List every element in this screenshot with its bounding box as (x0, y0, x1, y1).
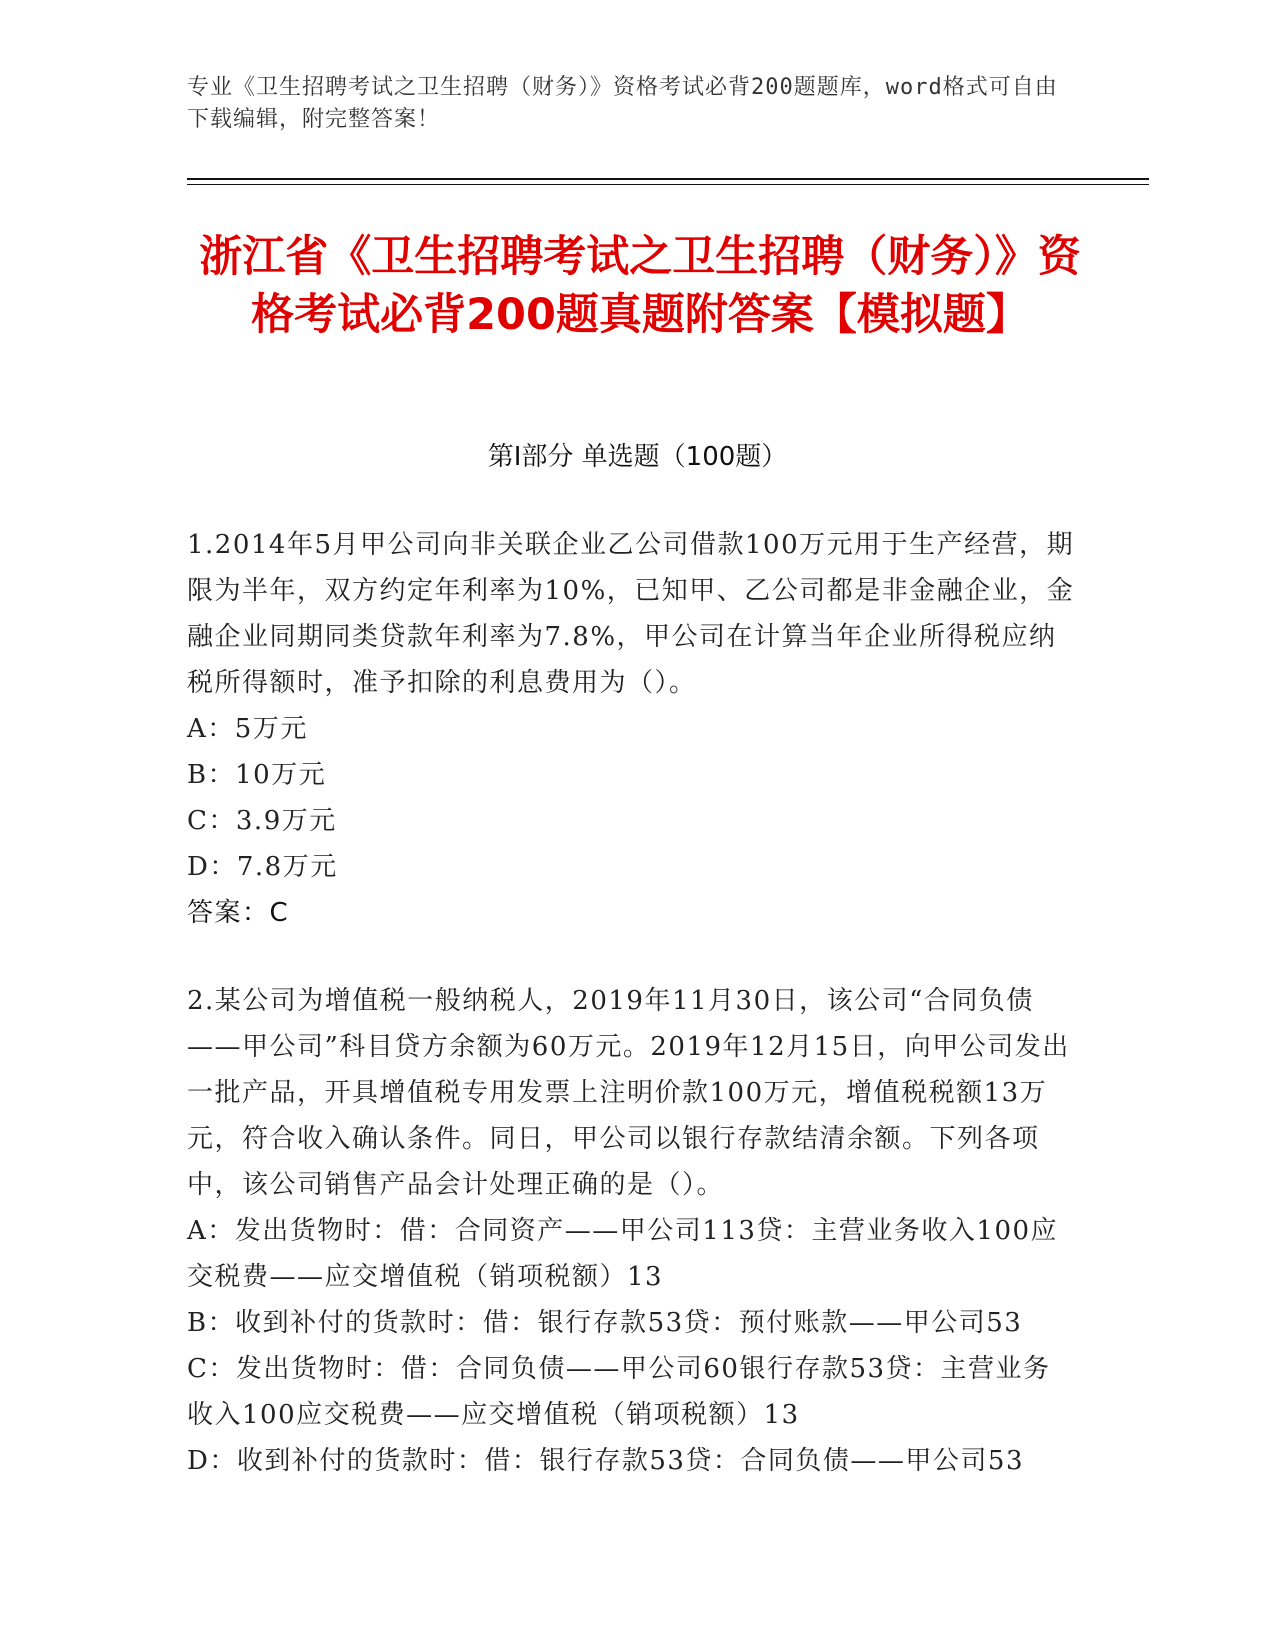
option-c: C：3.9万元 (187, 806, 337, 836)
question-1 (187, 522, 1077, 936)
section-heading: 第I部分 单选题（100题） (487, 442, 788, 472)
option-c: C：发出货物时：借：合同负债——甲公司60银行存款53贷：主营业务收入100应交税费——应交增值税（销项税额）13 (187, 1354, 1051, 1430)
option-b: B：10万元 (187, 760, 327, 790)
option-d: D：7.8万元 (187, 852, 338, 882)
header-rule-thick (187, 178, 1149, 180)
option-a: A：发出货物时：借：合同资产——甲公司113贷：主营业务收入100应交税费——应交增值税（销项税额）13 (187, 1216, 1059, 1292)
question-stem: 2.某公司为增值税一般纳税人，2019年11月30日，该公司“合同负债——甲公司”科目贷方余额为60万元。2019年12月15日，向甲公司发出一批产品，开具增值税专用发票上注明价款100万元，增值税税额13万元，符合收入确认条件。同日，甲公司以银行存款结清余额。下列各项中，该公司销售产品会计处理正确的是（）。 (187, 986, 1070, 1200)
question-stem: 1.2014年5月甲公司向非关联企业乙公司借款100万元用于生产经营，期限为半年，双方约定年利率为10%，已知甲、乙公司都是非金融企业，金融企业同期同类贷款年利率为7.8%，甲公司在计算当年企业所得税应纳税所得额时，准予扣除的利息费用为（）。 (187, 530, 1075, 698)
answer-line: 答案：C (187, 898, 290, 928)
header-note: 专业《卫生招聘考试之卫生招聘（财务）》资格考试必背200题题库，word格式可自由下载编辑，附完整答案！ (187, 75, 1058, 132)
option-d: D：收到补付的货款时：借：银行存款53贷：合同负债——甲公司53 (187, 1446, 1025, 1476)
document-title: 浙江省《卫生招聘考试之卫生招聘（财务）》资格考试必背200题真题附答案【模拟题】 (199, 232, 1081, 340)
header-rule-thin (187, 184, 1149, 185)
question-2 (187, 978, 1077, 1484)
option-b: B：收到补付的货款时：借：银行存款53贷：预付账款——甲公司53 (187, 1308, 1023, 1338)
option-a: A：5万元 (187, 714, 308, 744)
